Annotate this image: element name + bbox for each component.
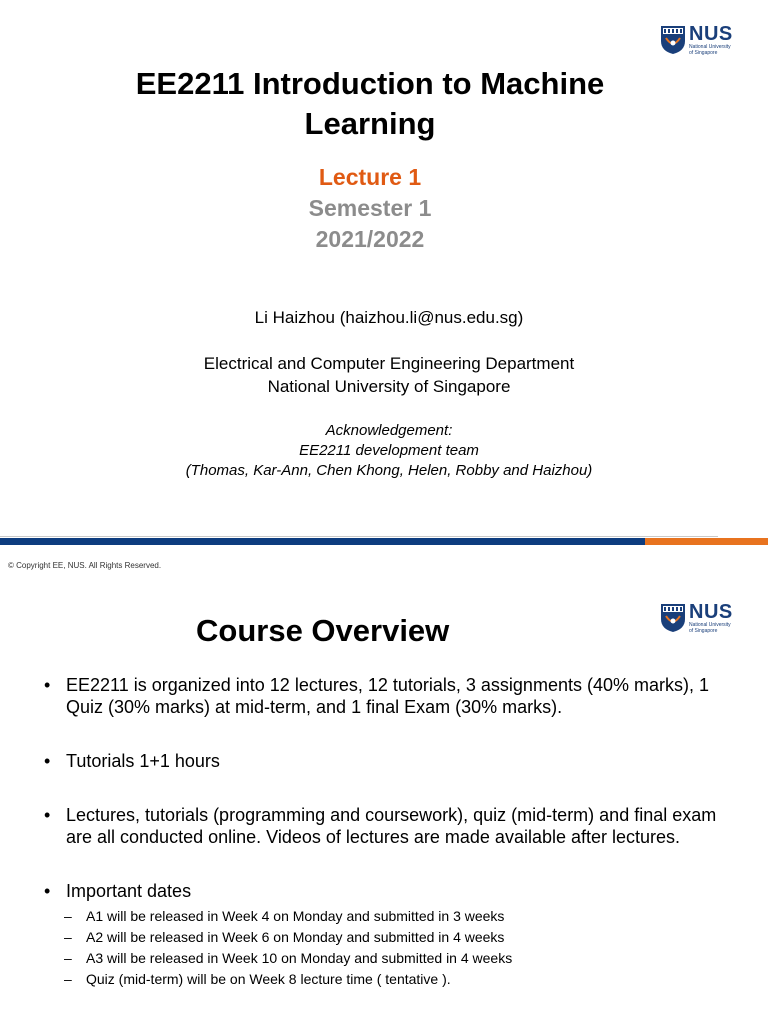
bullet-list <box>44 674 744 990</box>
year-label: 2021/2022 <box>315 226 425 252</box>
logo-subtitle-2: of Singapore <box>689 628 718 634</box>
bullet-text: Lectures, tutorials (programming and coursework), quiz (mid-term) and final exam are all conducted online. Videos of lectures are made available after lectures. <box>66 805 717 847</box>
sub-bullet-item: – A2 will be released in Week 6 on Monday and submitted in 4 weeks <box>64 929 505 945</box>
slide-title: Course Overview <box>196 613 450 648</box>
logo-subtitle-2: of Singapore <box>689 50 718 56</box>
footer-bar-blue <box>0 538 645 545</box>
nus-logo <box>660 24 733 56</box>
sub-bullet-item: – A1 will be released in Week 4 on Monday and submitted in 3 weeks <box>64 908 505 924</box>
bullet-item: • Lectures, tutorials (programming and coursework), quiz (mid-term) and final exam are all conducted online. Videos of lectures are made available after lectures. <box>44 805 717 847</box>
copyright: © Copyright EE, NUS. All Rights Reserved. <box>8 561 162 570</box>
nus-logo <box>660 602 733 634</box>
university: National University of Singapore <box>267 377 511 396</box>
bullet-text: EE2211 is organized into 12 lectures, 12 tutorials, 3 assignments (40% marks), 1 Quiz (30% marks) at mid-term, and 1 final Exam (30% marks). <box>66 675 709 717</box>
department: Electrical and Computer Engineering Department <box>203 354 575 373</box>
bullet-text: Important dates <box>66 881 192 901</box>
bullet-item: • EE2211 is organized into 12 lectures, 12 tutorials, 3 assignments (40% marks), 1 Quiz (30% marks) at mid-term, and 1 final Exam (30% marks). <box>44 675 709 717</box>
logo-subtitle-1: National University <box>689 622 731 628</box>
author: Li Haizhou (haizhou.li@nus.edu.sg) <box>254 308 524 327</box>
sub-bullet-text: Quiz (mid-term) will be on Week 8 lecture time ( tentative ). <box>86 971 451 987</box>
ack-team: EE2211 development team <box>299 442 479 459</box>
department-block <box>0 352 768 398</box>
bullet-text: Tutorials 1+1 hours <box>66 751 220 771</box>
slide-title: EE2211 Introduction to Machine Learning <box>135 66 605 141</box>
bullet-item: • Tutorials 1+1 hours <box>44 751 220 771</box>
logo-subtitle-1: National University <box>689 44 731 50</box>
sub-bullet-item: – Quiz (mid-term) will be on Week 8 lecture time ( tentative ). <box>64 971 451 987</box>
logo-text: NUS <box>689 601 733 623</box>
sub-bullet-text: A3 will be released in Week 10 on Monday and submitted in 4 weeks <box>86 950 513 966</box>
nus-crest-icon <box>660 25 686 55</box>
sub-bullet-item: – A3 will be released in Week 10 on Monday and submitted in 4 weeks <box>64 950 513 966</box>
lecture-label: Lecture 1 <box>318 164 422 190</box>
ack-label: Acknowledgement: <box>325 422 453 439</box>
semester-label: Semester 1 <box>308 195 432 221</box>
course-overview-slide <box>0 580 768 1024</box>
sub-bullet-text: A1 will be released in Week 4 on Monday and submitted in 3 weeks <box>86 908 505 924</box>
footer-bar-orange <box>645 538 768 545</box>
ack-names: (Thomas, Kar-Ann, Chen Khong, Helen, Robby and Haizhou) <box>185 462 593 479</box>
logo-text: NUS <box>689 23 733 45</box>
footer-divider <box>0 536 718 537</box>
acknowledgement-block <box>0 421 768 481</box>
sub-bullet-text: A2 will be released in Week 6 on Monday and submitted in 4 weeks <box>86 929 505 945</box>
nus-crest-icon <box>660 603 686 633</box>
bullet-item: • Important dates <box>44 881 192 901</box>
